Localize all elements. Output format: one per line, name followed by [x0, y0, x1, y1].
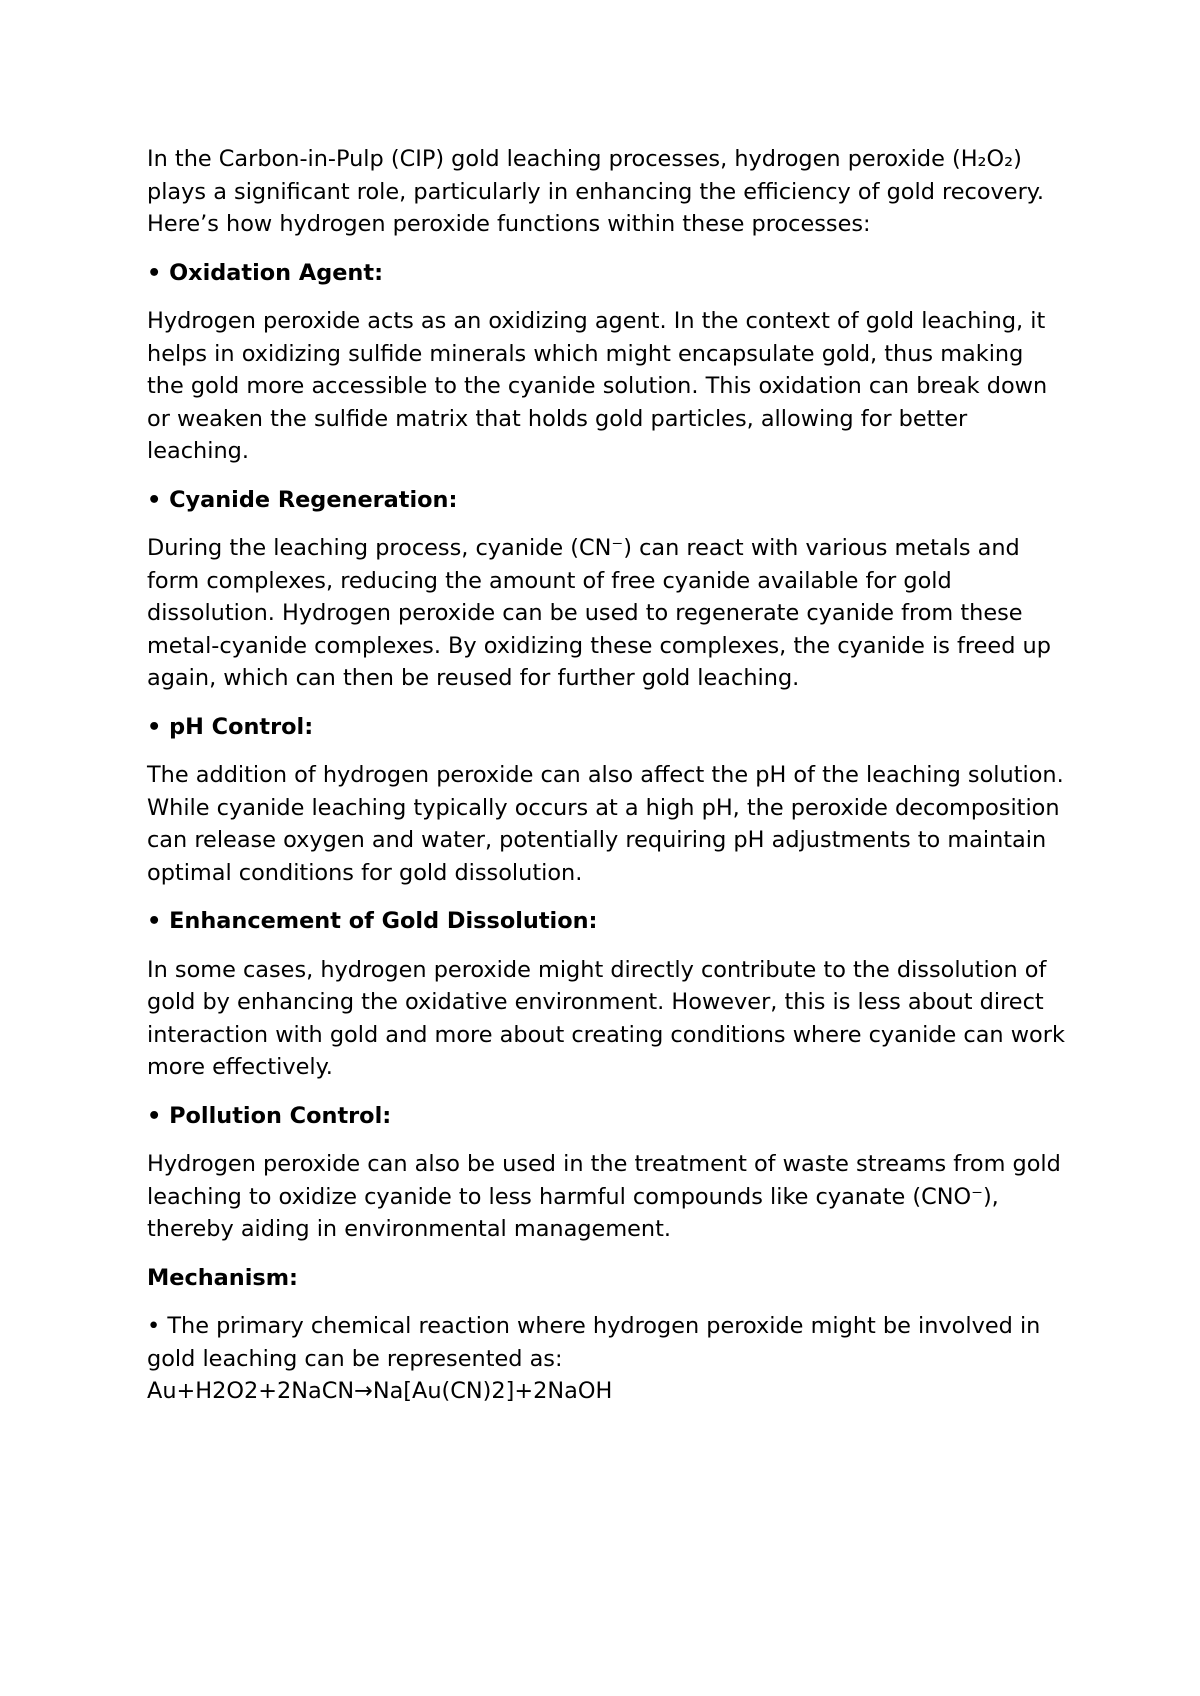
intro-paragraph: In the Carbon-in-Pulp (CIP) gold leaching processes, hydrogen peroxide (H₂O₂) plays a significant role, particularly in enhancing the efficiency of gold recovery. Here’s how hydrogen peroxide functions within these processes:: [147, 146, 1044, 237]
section-heading-cyanide-regeneration: • Cyanide Regeneration:: [147, 486, 458, 513]
section-body-cyanide-regeneration: During the leaching process, cyanide (CN⁻) can react with various metals and form complexes, reducing the amount of free cyanide available for gold dissolution. Hydrogen peroxide can be used to regenerate cyanide from these metal-cyanide complexes. By oxidizing these complexes, the cyanide is freed up again, which can then be reused for further gold leaching.: [147, 535, 1051, 691]
section-heading-oxidation-agent: • Oxidation Agent:: [147, 259, 384, 286]
section-body-pollution-control: Hydrogen peroxide can also be used in the treatment of waste streams from gold leaching to oxidize cyanide to less harmful compounds like cyanate (CNO⁻), thereby aiding in environmental management.: [147, 1151, 1061, 1242]
mechanism-heading: Mechanism:: [147, 1264, 299, 1291]
section-heading-gold-dissolution: • Enhancement of Gold Dissolution:: [147, 908, 598, 934]
section-body-ph-control: The addition of hydrogen peroxide can also affect the pH of the leaching solution. While cyanide leaching typically occurs at a high pH, the peroxide decomposition can release oxygen and water, potentially requiring pH adjustments to maintain optimal conditions for gold dissolution.: [147, 762, 1064, 886]
mechanism-bullet: • The primary chemical reaction where hydrogen peroxide might be involved in gold leaching can be represented as:: [147, 1313, 1041, 1372]
section-heading-ph-control: • pH Control:: [147, 713, 314, 740]
section-body-oxidation-agent: Hydrogen peroxide acts as an oxidizing agent. In the context of gold leaching, it helps in oxidizing sulfide minerals which might encapsulate gold, thus making the gold more accessible to the cyanide solution. This oxidation can break down or weaken the sulfide matrix that holds gold particles, allowing for better leaching.: [147, 308, 1048, 464]
reaction-equation: Au+H2O2+2NaCN→Na[Au(CN)2]+2NaOH: [147, 1378, 613, 1404]
section-heading-pollution-control: • Pollution Control:: [147, 1102, 392, 1129]
section-body-gold-dissolution: In some cases, hydrogen peroxide might directly contribute to the dissolution of gold by enhancing the oxidative environment. However, this is less about direct interaction with gold and more about creating conditions where cyanide can work more effectively.: [147, 956, 1065, 1080]
